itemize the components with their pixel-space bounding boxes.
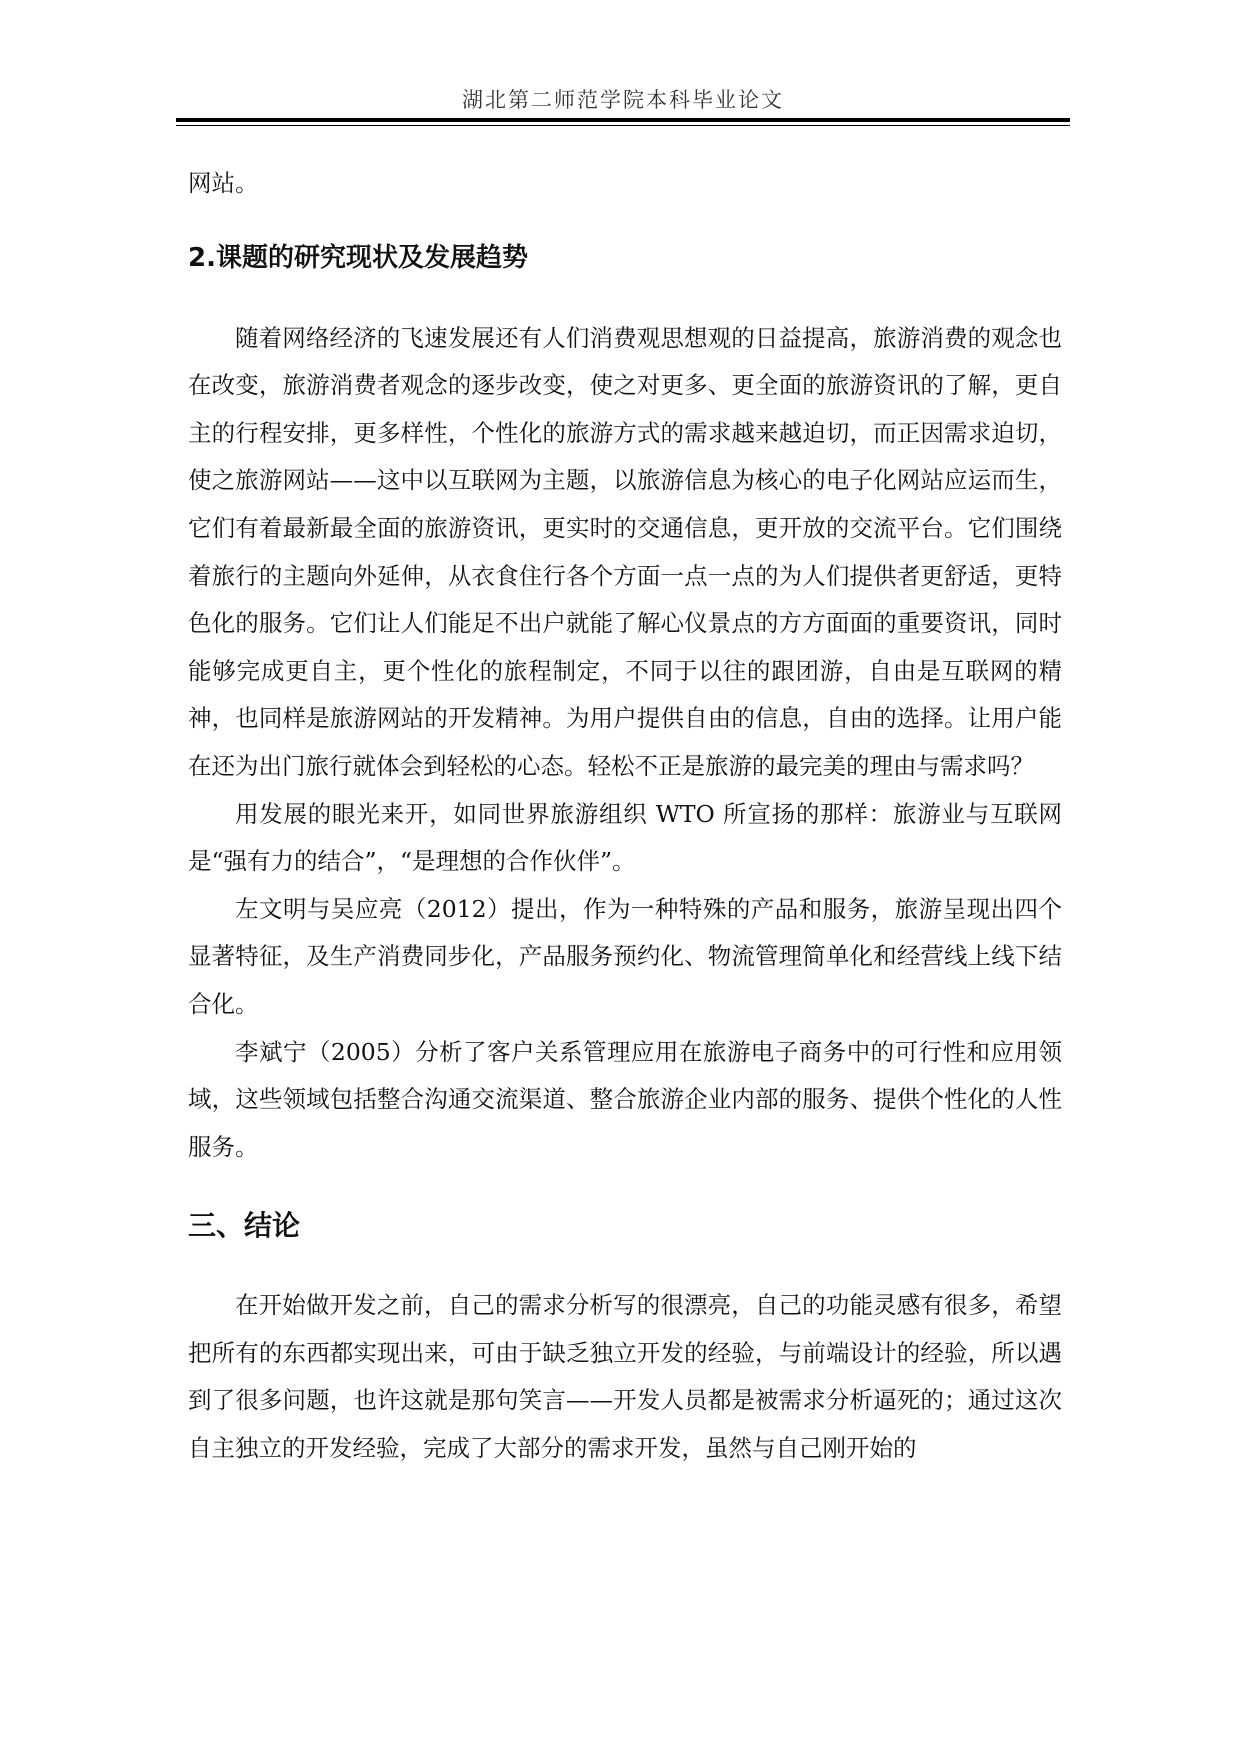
page-header-title: 湖北第二师范学院本科毕业论文 — [462, 88, 784, 112]
paragraph-wto-quote: 用发展的眼光来开，如同世界旅游组织 WTO 所宣扬的那样：旅游业与互联网是“强有力的结合”，“是理想的合作伙伴”。 — [188, 799, 1062, 876]
header-rule-thin — [176, 125, 1070, 126]
paragraph-li-citation: 李斌宁（2005）分析了客户关系管理应用在旅游电子商务中的可行性和应用领域，这些领域包括整合沟通交流渠道、整合旅游企业内部的服务、提供个性化的人性服务。 — [188, 1037, 1062, 1161]
section-heading-conclusion: 三、结论 — [188, 1209, 301, 1243]
continuation-text: 网站。 — [188, 169, 259, 197]
document-body — [188, 160, 1062, 1473]
header-rule-thick — [176, 118, 1070, 122]
paragraph-development-background: 随着网络经济的飞速发展还有人们消费观思想观的日益提高，旅游消费的观念也在改变，旅游消费者观念的逐步改变，使之对更多、更全面的旅游资讯的了解，更自主的行程安排，更多样性，个性化的旅游方式的需求越来越迫切，而正因需求迫切，使之旅游网站——这中以互联网为主题，以旅游信息为核心的电子化网站应运而生，它们有着最新最全面的旅游资讯，更实时的交通信息，更开放的交流平台。它们围绕着旅行的主题向外延伸，从衣食住行各个方面一点一点的为人们提供者更舒适，更特色化的服务。它们让人们能足不出户就能了解心仪景点的方方面面的重要资讯，同时能够完成更自主，更个性化的旅程制定，不同于以往的跟团游，自由是互联网的精神，也同样是旅游网站的开发精神。为用户提供自由的信息，自由的选择。让用户能在还为出门旅行就体会到轻松的心态。轻松不正是旅游的最完美的理由与需求吗？ — [188, 323, 1062, 780]
paragraph-zuo-wu-citation: 左文明与吴应亮（2012）提出，作为一种特殊的产品和服务，旅游呈现出四个显著特征，及生产消费同步化，产品服务预约化、物流管理简单化和经营线上线下结合化。 — [188, 894, 1062, 1018]
paragraph-conclusion: 在开始做开发之前，自己的需求分析写的很漂亮，自己的功能灵感有很多，希望把所有的东西都实现出来，可由于缺乏独立开发的经验，与前端设计的经验，所以遇到了很多问题，也许这就是那句笑言——开发人员都是被需求分析逼死的；通过这次自主独立的开发经验，完成了大部分的需求开发，虽然与自己刚开始的 — [188, 1291, 1062, 1463]
section-heading-research-status: 2.课题的研究现状及发展趋势 — [188, 242, 528, 273]
